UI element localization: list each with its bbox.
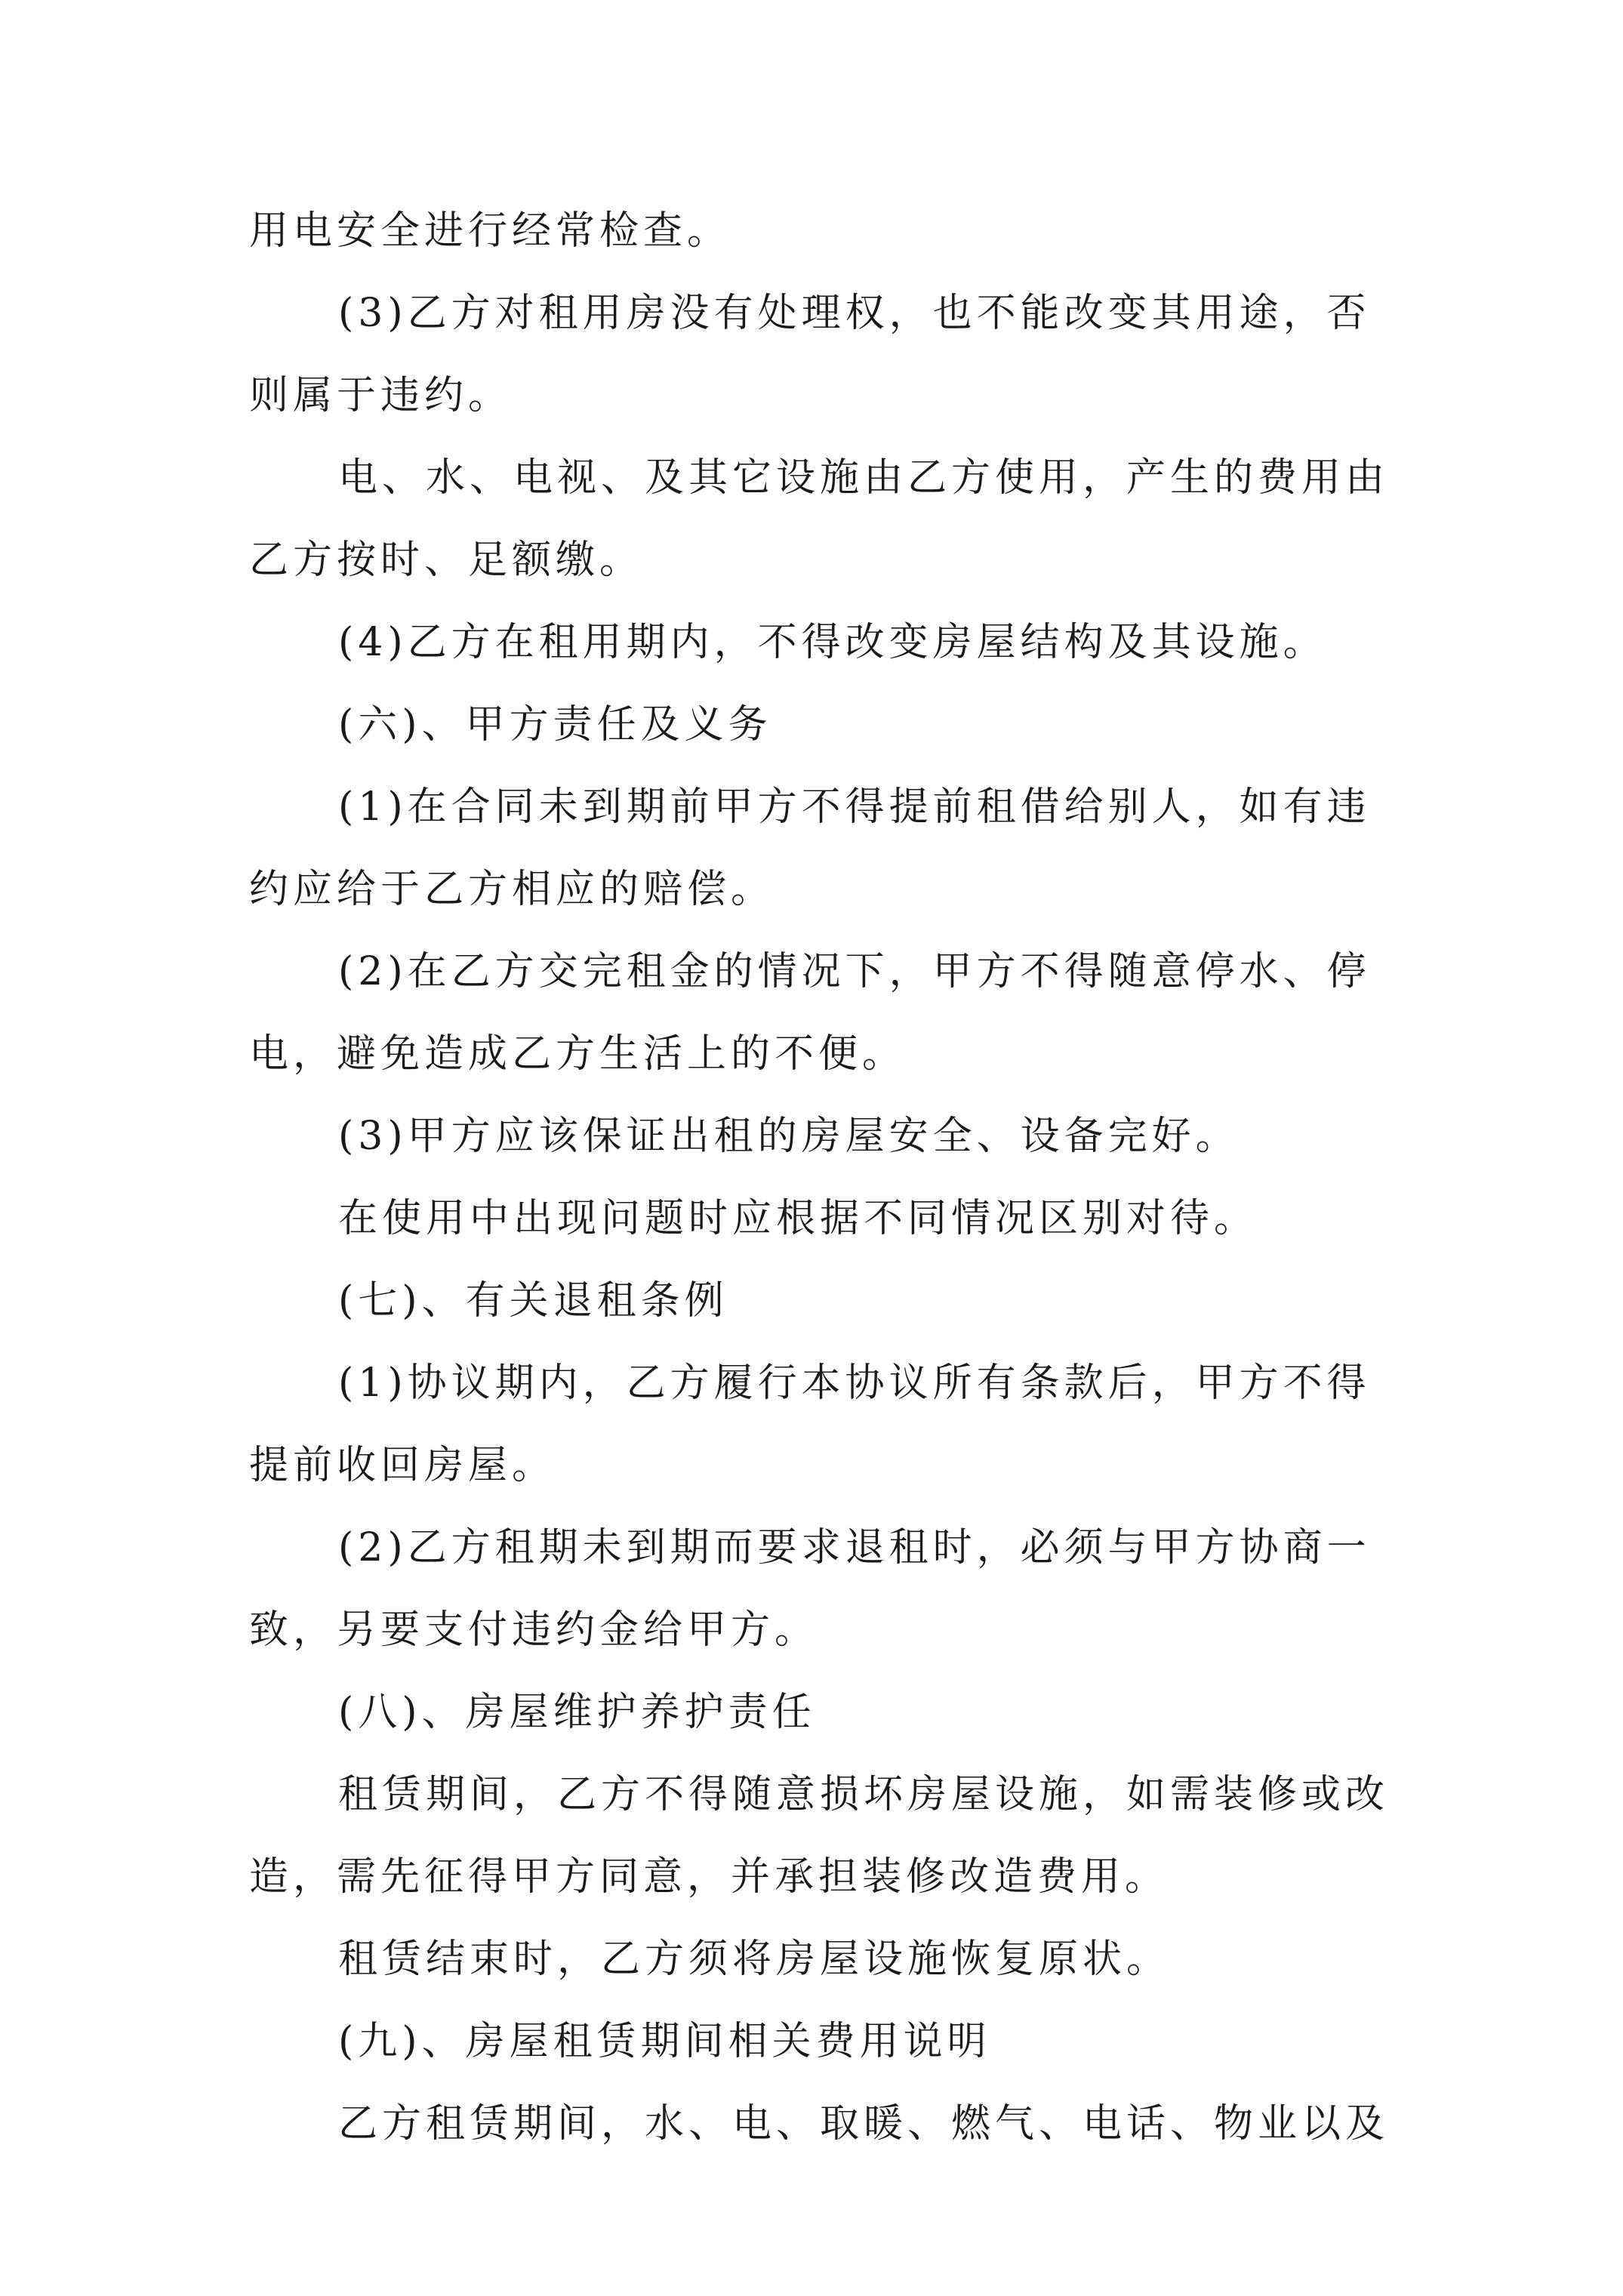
text-line: (1)在合同未到期前甲方不得提前租借给别人，如有违 — [338, 784, 1371, 830]
text-line: 租赁结束时，乙方须将房屋设施恢复原状。 — [338, 1937, 1171, 1982]
text-line: (3)甲方应该保证出租的房屋安全、设备完好。 — [338, 1114, 1240, 1159]
text-line: (4)乙方在租用期内，不得改变房屋结构及其设施。 — [338, 620, 1327, 665]
text-line: (2)乙方租期未到期而要求退租时，必须与甲方协商一 — [338, 1525, 1371, 1570]
text-line: 电，避免造成乙方生活上的不便。 — [249, 1031, 907, 1077]
section-heading: (七)、有关退租条例 — [338, 1278, 728, 1324]
section-heading: (六)、甲方责任及义务 — [338, 702, 772, 747]
text-line: 电、水、电视、及其它设施由乙方使用，产生的费用由 — [338, 455, 1390, 501]
text-line: 在使用中出现问题时应根据不同情况区别对待。 — [338, 1196, 1258, 1241]
text-line: 用电安全进行经常检查。 — [249, 208, 731, 254]
text-line: 致，另要支付违约金给甲方。 — [249, 1607, 819, 1653]
text-line: 提前收回房屋。 — [249, 1443, 556, 1488]
section-heading: (九)、房屋租赁期间相关费用说明 — [338, 2019, 991, 2064]
text-line: (3)乙方对租用房没有处理权，也不能改变其用途，否 — [338, 291, 1371, 336]
text-line: 乙方按时、足额缴。 — [249, 538, 644, 583]
text-line: 则属于违约。 — [249, 373, 513, 418]
text-line: (2)在乙方交完租金的情况下，甲方不得随意停水、停 — [338, 949, 1371, 994]
text-line: 租赁期间，乙方不得随意损坏房屋设施，如需装修或改 — [338, 1772, 1390, 1817]
section-heading: (八)、房屋维护养护责任 — [338, 1690, 816, 1735]
text-line: (1)协议期内，乙方履行本协议所有条款后，甲方不得 — [338, 1361, 1371, 1406]
document-body — [249, 208, 1397, 2183]
text-line: 造，需先征得甲方同意，并承担装修改造费用。 — [249, 1854, 1169, 1900]
text-line: 乙方租赁期间，水、电、取暖、燃气、电话、物业以及 — [338, 2101, 1390, 2147]
text-line: 约应给于乙方相应的赔偿。 — [249, 867, 775, 912]
